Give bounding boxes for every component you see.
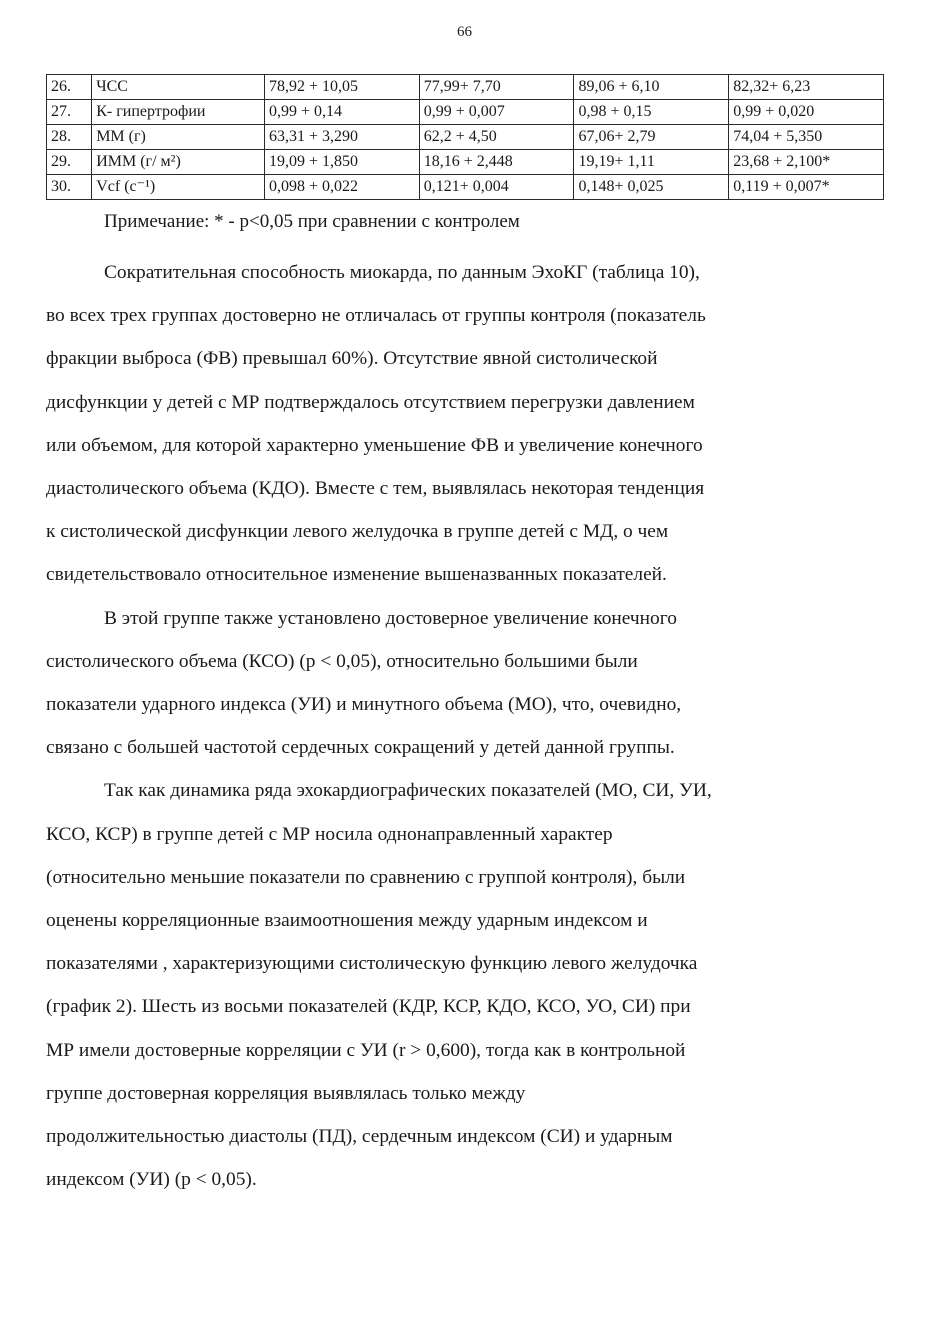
value-cell: 19,19+ 1,11 (574, 150, 729, 175)
table-row (47, 125, 884, 150)
indicator-name-cell: ИММ (г/ м²) (92, 150, 265, 175)
text-line: продолжительностью диастолы (ПД), сердечным индексом (СИ) и ударным (46, 1126, 673, 1148)
indicator-name-cell: ММ (г) (92, 125, 265, 150)
indicator-name-cell: Vcf (с⁻¹) (92, 175, 265, 200)
text-line: диастолического объема (КДО). Вместе с тем, выявлялась некоторая тенденция (46, 478, 705, 500)
row-number-cell: 29. (47, 150, 92, 175)
value-cell: 63,31 + 3,290 (265, 125, 420, 150)
data-table (46, 74, 884, 200)
value-cell: 77,99+ 7,70 (419, 75, 574, 100)
body-text (46, 251, 884, 1201)
text-line: во всех трех группах достоверно не отличалась от группы контроля (показатель (46, 305, 706, 327)
page-number: 66 (457, 24, 472, 40)
text-line: оценены корреляционные взаимоотношения между ударным индексом и (46, 910, 648, 932)
value-cell: 89,06 + 6,10 (574, 75, 729, 100)
text-line: Так как динамика ряда эхокардиографических показателей (МО, СИ, УИ, (104, 780, 712, 802)
row-number-cell: 30. (47, 175, 92, 200)
value-cell: 0,119 + 0,007* (729, 175, 884, 200)
value-cell: 18,16 + 2,448 (419, 150, 574, 175)
value-cell: 0,098 + 0,022 (265, 175, 420, 200)
table-row (47, 175, 884, 200)
text-line: связано с большей частотой сердечных сокращений у детей данной группы. (46, 737, 675, 759)
row-number-cell: 27. (47, 100, 92, 125)
value-cell: 19,09 + 1,850 (265, 150, 420, 175)
value-cell: 0,148+ 0,025 (574, 175, 729, 200)
value-cell: 0,121+ 0,004 (419, 175, 574, 200)
text-line: индексом (УИ) (р < 0,05). (46, 1169, 257, 1191)
indicator-name-cell: К- гипертрофии (92, 100, 265, 125)
text-line: к систолической дисфункции левого желудочка в группе детей с МД, о чем (46, 521, 669, 543)
value-cell: 0,99 + 0,14 (265, 100, 420, 125)
text-line: (график 2). Шесть из восьми показателей (КДР, КСР, КДО, КСО, УО, СИ) при (46, 996, 691, 1018)
text-line: систолического объема (КСО) (р < 0,05), относительно большими были (46, 650, 638, 672)
value-cell: 78,92 + 10,05 (265, 75, 420, 100)
table-row (47, 100, 884, 125)
indicator-name-cell: ЧСС (92, 75, 265, 100)
value-cell: 62,2 + 4,50 (419, 125, 574, 150)
text-line: или объемом, для которой характерно уменьшение ФВ и увеличение конечного (46, 434, 703, 456)
value-cell: 23,68 + 2,100* (729, 150, 884, 175)
text-line: группе достоверная корреляция выявлялась только между (46, 1082, 526, 1104)
text-line: В этой группе также установлено достоверное увеличение конечного (104, 607, 677, 629)
table-row (47, 150, 884, 175)
text-line: дисфункции у детей с МР подтверждалось отсутствием перегрузки давлением (46, 391, 695, 413)
value-cell: 67,06+ 2,79 (574, 125, 729, 150)
row-number-cell: 28. (47, 125, 92, 150)
text-line: показателями , характеризующими систолическую функцию левого желудочка (46, 953, 698, 975)
value-cell: 82,32+ 6,23 (729, 75, 884, 100)
text-line: показатели ударного индекса (УИ) и минутного объема (МО), что, очевидно, (46, 694, 682, 716)
text-line: КСО, КСР) в группе детей с МР носила однонаправленный характер (46, 823, 613, 845)
value-cell: 0,99 + 0,020 (729, 100, 884, 125)
text-line: (относительно меньшие показатели по сравнению с группой контроля), были (46, 866, 686, 888)
paragraph (46, 769, 884, 1201)
value-cell: 0,99 + 0,007 (419, 100, 574, 125)
text-line: Сократительная способность миокарда, по данным ЭхоКГ (таблица 10), (104, 262, 700, 283)
value-cell: 0,98 + 0,15 (574, 100, 729, 125)
paragraph (46, 597, 884, 770)
table-note: Примечание: * - р<0,05 при сравнении с контролем (104, 211, 520, 232)
table-row (47, 75, 884, 100)
row-number-cell: 26. (47, 75, 92, 100)
text-line: свидетельствовало относительное изменение вышеназванных показателей. (46, 564, 667, 586)
text-line: МР имели достоверные корреляции с УИ (r > 0,600), тогда как в контрольной (46, 1039, 686, 1061)
text-line: фракции выброса (ФВ) превышал 60%). Отсутствие явной систолической (46, 348, 658, 370)
value-cell: 74,04 + 5,350 (729, 125, 884, 150)
paragraph (46, 251, 884, 597)
